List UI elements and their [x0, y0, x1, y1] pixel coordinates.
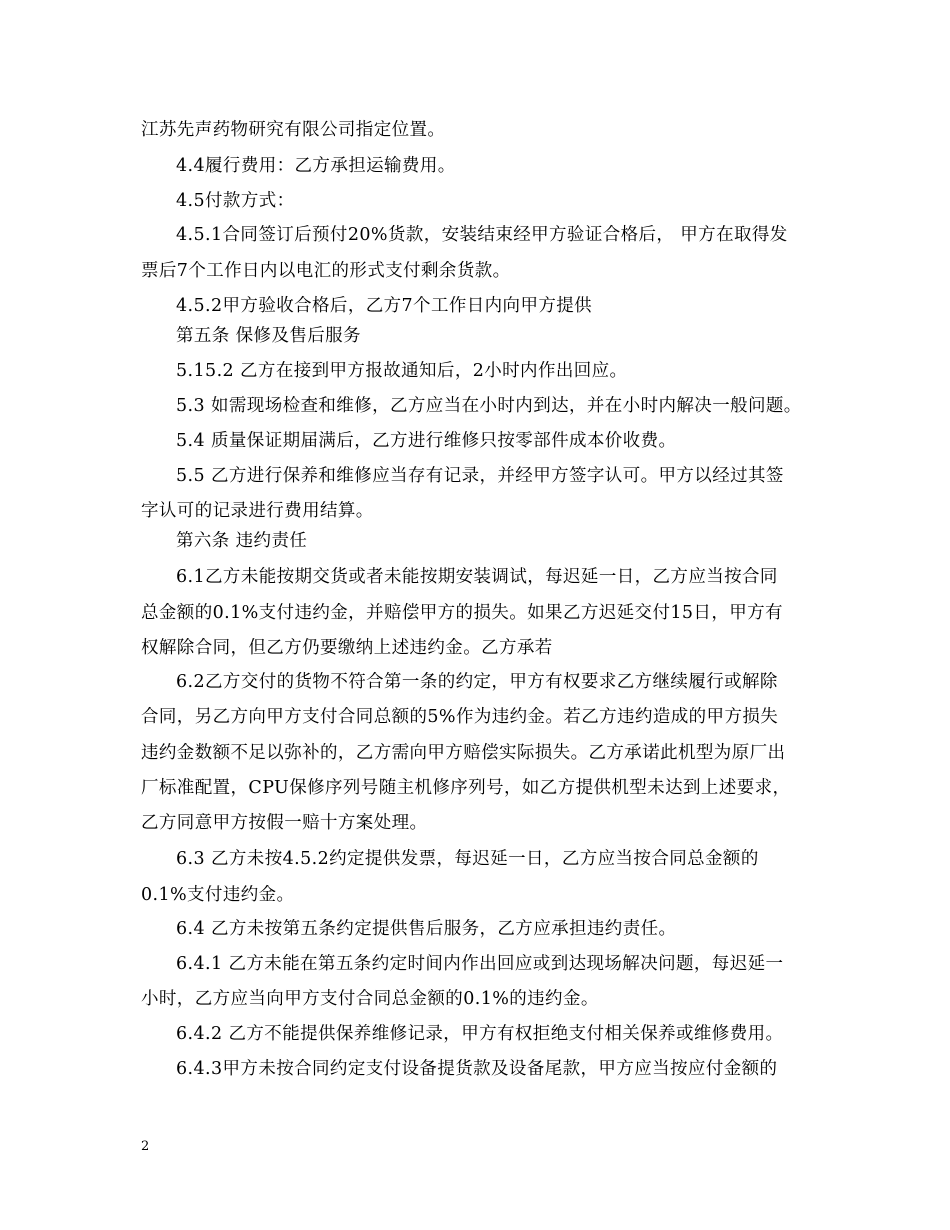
text-line-15: 总金额的0.1%支付违约金，并赔偿甲方的损失。如果乙方迟延交付15日，甲方有 — [141, 603, 783, 623]
text-line-6: 4.5.2甲方验收合格后，乙方7个工作日内向甲方提供 — [176, 296, 593, 316]
text-line-14: 6.1乙方未能按期交货或者未能按期安装调试，每迟延一日，乙方应当按合同 — [176, 567, 778, 587]
text-line-5: 票后7个工作日内以电汇的形式支付剩余货款。 — [141, 261, 511, 281]
text-line-26: 小时，乙方应当向甲方支付合同总金额的0.1%的违约金。 — [141, 989, 599, 1009]
section-heading-6: 第六条 违约责任 — [176, 531, 308, 551]
text-line-27: 6.4.2 乙方不能提供保养维修记录，甲方有权拒绝支付相关保养或维修费用。 — [176, 1024, 784, 1044]
page-number: 2 — [141, 1139, 150, 1154]
section-heading-5: 第五条 保修及售后服务 — [176, 326, 361, 346]
text-line-10: 5.4 质量保证期届满后，乙方进行维修只按零部件成本价收费。 — [176, 431, 677, 451]
text-line-3: 4.5付款方式： — [176, 191, 295, 211]
text-line-18: 合同，另乙方向甲方支付合同总额的5%作为违约金。若乙方违约造成的甲方损失 — [141, 707, 779, 727]
text-line-22: 6.3 乙方未按4.5.2约定提供发票，每迟延一日，乙方应当按合同总金额的 — [176, 849, 759, 869]
text-line-11: 5.5 乙方进行保养和维修应当存有记录，并经甲方签字认可。甲方以经过其签 — [176, 466, 784, 486]
text-line-1: 江苏先声药物研究有限公司指定位置。 — [141, 120, 446, 140]
text-line-16: 权解除合同，但乙方仍要缴纳上述违约金。乙方承若 — [141, 638, 553, 658]
text-line-8: 5.15.2 乙方在接到甲方报故通知后，2小时内作出回应。 — [176, 361, 628, 381]
text-line-12: 字认可的记录进行费用结算。 — [141, 501, 374, 521]
text-line-23: 0.1%支付违约金。 — [141, 885, 295, 905]
text-line-25: 6.4.1 乙方未能在第五条约定时间内作出回应或到达现场解决问题，每迟延一 — [176, 954, 784, 974]
text-line-24: 6.4 乙方未按第五条约定提供售后服务，乙方应承担违约责任。 — [176, 919, 677, 939]
text-line-20: 厂标准配置，CPU保修序列号随主机修序列号，如乙方提供机型未达到上述要求， — [141, 778, 791, 798]
text-line-9: 5.3 如需现场检查和维修，乙方应当在小时内到达，并在小时内解决一般问题。 — [176, 396, 802, 416]
text-line-28: 6.4.3甲方未按合同约定支付设备提货款及设备尾款，甲方应当按应付金额的 — [176, 1059, 778, 1079]
text-line-19: 违约金数额不足以弥补的，乙方需向甲方赔偿实际损失。乙方承诺此机型为原厂出 — [141, 743, 786, 763]
text-line-21: 乙方同意甲方按假一赔十方案处理。 — [141, 813, 428, 833]
text-line-17: 6.2乙方交付的货物不符合第一条的约定，甲方有权要求乙方继续履行或解除 — [176, 672, 778, 692]
text-line-4: 4.5.1合同签订后预付20%货款，安装结束经甲方验证合格后， 甲方在取得发 — [176, 225, 788, 245]
text-line-2: 4.4履行费用：乙方承担运输费用。 — [176, 156, 456, 176]
